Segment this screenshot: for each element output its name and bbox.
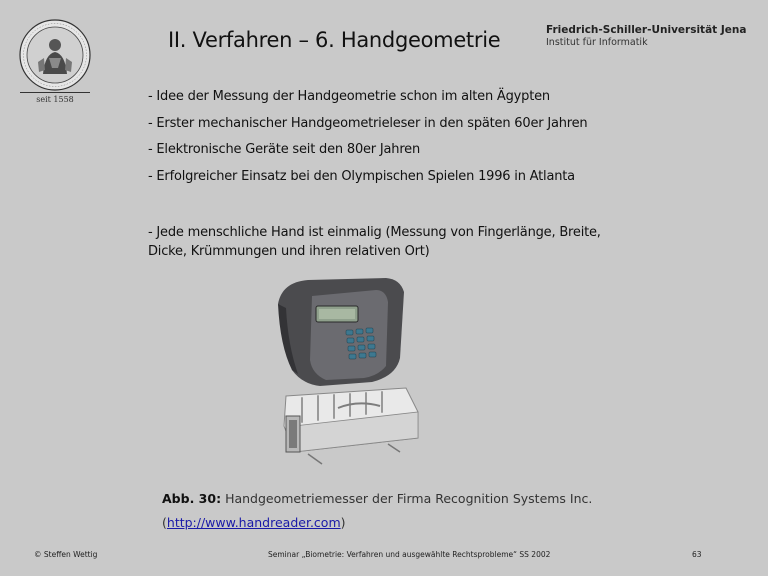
figure-source [162, 515, 346, 530]
page-number: 63 [692, 550, 702, 559]
figure-caption [162, 491, 592, 506]
figure-caption-text: Handgeometriemesser der Firma Recognition Systems Inc. [225, 491, 593, 506]
seal-divider [20, 92, 90, 93]
university-name: Friedrich-Schiller-Universität Jena [546, 24, 747, 36]
source-link[interactable]: http://www.handreader.com [166, 515, 341, 530]
bullet-item: - Erfolgreicher Einsatz bei den Olympischen Spielen 1996 in Atlanta [148, 169, 575, 184]
bullet-item: - Idee der Messung der Handgeometrie schon im alten Ägypten [148, 89, 550, 104]
slide-title: II. Verfahren – 6. Handgeometrie [168, 28, 501, 52]
paren-close: ) [340, 515, 346, 530]
bullet-item: - Jede menschliche Hand ist einmalig (Messung von Fingerlänge, Breite, Dicke, Krümmungen und ihren relativen Ort) [148, 225, 601, 259]
seal-caption: seit 1558 [36, 95, 74, 104]
figure-label: Abb. 30: [162, 491, 222, 506]
university-seal [18, 18, 92, 92]
footer-seminar: Seminar „Biometrie: Verfahren und ausgewählte Rechtsprobleme“ SS 2002 [268, 550, 551, 559]
paren-open: ( [162, 515, 167, 530]
bullet-item: - Erster mechanischer Handgeometrieleser in den späten 60er Jahren [148, 116, 588, 131]
footer-author: © Steffen Wettig [34, 550, 98, 559]
hand-geometry-reader-image [268, 276, 424, 466]
bullet-item: - Elektronische Geräte seit den 80er Jahren [148, 142, 421, 157]
institute-name: Institut für Informatik [546, 37, 648, 48]
